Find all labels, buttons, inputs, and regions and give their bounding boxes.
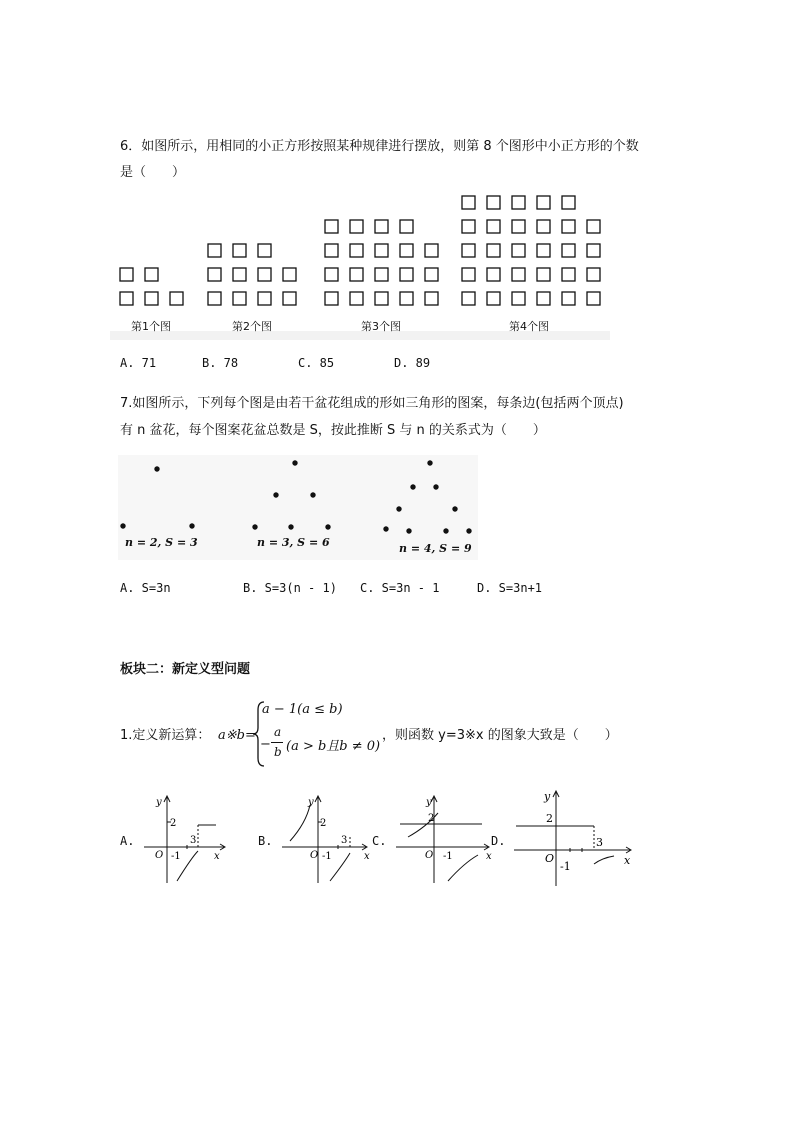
small-square bbox=[350, 220, 363, 233]
q6-option-d: D. 89 bbox=[394, 356, 431, 370]
flower-dot bbox=[433, 484, 438, 489]
flower-dot bbox=[410, 484, 415, 489]
small-square bbox=[462, 244, 475, 257]
q1-case2-sign: − bbox=[260, 737, 271, 752]
graph-b bbox=[278, 793, 373, 885]
small-square bbox=[233, 268, 246, 281]
small-square bbox=[537, 244, 550, 257]
q6-option-b: B. 78 bbox=[202, 356, 239, 370]
q6-caption-4: 第4个图 bbox=[509, 320, 549, 333]
small-square bbox=[462, 220, 475, 233]
flower-dot bbox=[325, 524, 330, 529]
small-square bbox=[400, 268, 413, 281]
q7-caption-2: n = 3, S = 6 bbox=[257, 536, 330, 549]
small-square bbox=[562, 292, 575, 305]
q6-line2: 是（ ） bbox=[120, 165, 186, 180]
small-square bbox=[537, 196, 550, 209]
small-square bbox=[487, 220, 500, 233]
q1-option-d-label: D. bbox=[491, 834, 506, 848]
tick-neg-one: -1 bbox=[322, 851, 332, 862]
small-square bbox=[425, 292, 438, 305]
small-square bbox=[258, 244, 271, 257]
tick-three: 3 bbox=[190, 835, 197, 846]
axis-y-label: y bbox=[156, 797, 162, 808]
flower-dot bbox=[273, 492, 278, 497]
graph-c bbox=[390, 793, 495, 885]
q1-prefix: 1.定义新运算： bbox=[120, 728, 211, 743]
q6-line1: 6．如图所示，用相同的小正方形按照某种规律进行摆放，则第 8 个图形中小正方形的个数 bbox=[120, 139, 639, 154]
origin-label: O bbox=[545, 852, 555, 865]
tick-two: 2 bbox=[170, 818, 177, 829]
small-square bbox=[587, 244, 600, 257]
flower-dot bbox=[288, 524, 293, 529]
small-square bbox=[425, 268, 438, 281]
flower-dot bbox=[443, 528, 448, 533]
small-square bbox=[325, 292, 338, 305]
small-square bbox=[425, 244, 438, 257]
small-square bbox=[462, 268, 475, 281]
small-square bbox=[170, 292, 183, 305]
tick-three: 3 bbox=[341, 835, 348, 846]
small-square bbox=[325, 268, 338, 281]
small-square bbox=[487, 196, 500, 209]
small-square bbox=[208, 292, 221, 305]
small-square bbox=[233, 292, 246, 305]
small-square bbox=[487, 268, 500, 281]
q6-caption-1: 第1个图 bbox=[131, 320, 171, 333]
small-square bbox=[512, 196, 525, 209]
q1-option-b-label: B. bbox=[258, 834, 273, 848]
flower-dot bbox=[154, 466, 159, 471]
axis-x-label: x bbox=[364, 851, 370, 862]
tick-two: 2 bbox=[320, 818, 327, 829]
q1-suffix: ，则函数 y=3※x 的图象大致是（ ） bbox=[382, 728, 618, 743]
q7-option-d: D. S=3n+1 bbox=[477, 581, 543, 595]
small-square bbox=[512, 268, 525, 281]
small-square bbox=[400, 292, 413, 305]
axis-x-label: x bbox=[214, 851, 220, 862]
small-square bbox=[462, 292, 475, 305]
tick-neg-one: -1 bbox=[560, 860, 571, 873]
origin-label: O bbox=[155, 850, 164, 861]
graph-d bbox=[510, 788, 638, 888]
small-square bbox=[400, 244, 413, 257]
small-square bbox=[512, 244, 525, 257]
q7-line1: 7.如图所示，下列每个图是由若干盆花组成的形如三角形的图案，每条边(包括两个顶点) bbox=[120, 396, 624, 411]
small-square bbox=[145, 292, 158, 305]
axis-x-label: x bbox=[486, 851, 492, 862]
axis-y-label: y bbox=[426, 797, 432, 808]
small-square bbox=[375, 244, 388, 257]
small-square bbox=[375, 268, 388, 281]
graph-a bbox=[140, 793, 230, 885]
axis-x-label: x bbox=[624, 854, 631, 867]
flower-dot bbox=[120, 523, 125, 528]
small-square bbox=[350, 292, 363, 305]
q1-option-a-label: A. bbox=[120, 834, 135, 848]
small-square bbox=[120, 292, 133, 305]
q6-option-a: A. 71 bbox=[120, 356, 157, 370]
small-square bbox=[512, 292, 525, 305]
small-square bbox=[562, 268, 575, 281]
tick-two: 2 bbox=[546, 812, 553, 825]
q6-caption-3: 第3个图 bbox=[361, 320, 401, 333]
small-square bbox=[325, 244, 338, 257]
tick-neg-one: -1 bbox=[443, 851, 453, 862]
small-square bbox=[537, 292, 550, 305]
q6-caption-2: 第2个图 bbox=[232, 320, 272, 333]
small-square bbox=[283, 292, 296, 305]
small-square bbox=[350, 244, 363, 257]
small-square bbox=[562, 220, 575, 233]
fraction-bar bbox=[271, 742, 283, 743]
tick-neg-one: -1 bbox=[171, 851, 181, 862]
small-square bbox=[512, 220, 525, 233]
q7-option-c: C. S=3n - 1 bbox=[360, 581, 440, 595]
small-square bbox=[587, 268, 600, 281]
flower-dot bbox=[189, 523, 194, 528]
small-square bbox=[208, 268, 221, 281]
small-square bbox=[208, 244, 221, 257]
q7-caption-1: n = 2, S = 3 bbox=[125, 536, 198, 549]
flower-dot bbox=[310, 492, 315, 497]
q1-case1: a − 1(a ≤ b) bbox=[262, 702, 343, 717]
small-square bbox=[537, 220, 550, 233]
small-square bbox=[233, 244, 246, 257]
small-square bbox=[325, 220, 338, 233]
small-square bbox=[562, 244, 575, 257]
small-square bbox=[562, 196, 575, 209]
q1-case2-num: a bbox=[274, 725, 282, 739]
small-square bbox=[587, 292, 600, 305]
small-square bbox=[487, 292, 500, 305]
q1-case2-den: b bbox=[274, 745, 282, 759]
origin-label: O bbox=[310, 850, 319, 861]
flower-dot bbox=[252, 524, 257, 529]
section-title: 板块二：新定义型问题 bbox=[120, 662, 251, 677]
flower-dot bbox=[396, 506, 401, 511]
tick-two: 2 bbox=[428, 813, 435, 824]
flower-dot bbox=[452, 506, 457, 511]
origin-label: O bbox=[425, 850, 434, 861]
small-square bbox=[375, 292, 388, 305]
q6-option-c: C. 85 bbox=[298, 356, 335, 370]
small-square bbox=[375, 220, 388, 233]
small-square bbox=[462, 196, 475, 209]
axis-y-label: y bbox=[308, 797, 314, 808]
flower-dot bbox=[427, 460, 432, 465]
small-square bbox=[120, 268, 133, 281]
small-square bbox=[283, 268, 296, 281]
flower-dot bbox=[383, 526, 388, 531]
q1-operator: a※b= bbox=[218, 728, 256, 743]
q7-line2: 有 n 盆花，每个图案花盆总数是 S，按此推断 S 与 n 的关系式为（ ） bbox=[120, 423, 546, 438]
small-square bbox=[258, 268, 271, 281]
q1-case2-cond: (a > b且b ≠ 0) bbox=[286, 739, 381, 754]
flower-dot bbox=[406, 528, 411, 533]
q7-caption-3: n = 4, S = 9 bbox=[399, 542, 472, 555]
flower-dot bbox=[466, 528, 471, 533]
small-square bbox=[537, 268, 550, 281]
q7-option-b: B. S=3(n - 1) bbox=[243, 581, 337, 595]
flower-dot bbox=[292, 460, 297, 465]
tick-three: 3 bbox=[596, 836, 603, 849]
q7-option-a: A. S=3n bbox=[120, 581, 171, 595]
small-square bbox=[400, 220, 413, 233]
small-square bbox=[258, 292, 271, 305]
q1-option-c-label: C. bbox=[372, 834, 387, 848]
small-square bbox=[487, 244, 500, 257]
small-square bbox=[587, 220, 600, 233]
small-square bbox=[350, 268, 363, 281]
small-square bbox=[145, 268, 158, 281]
axis-y-label: y bbox=[544, 790, 551, 803]
